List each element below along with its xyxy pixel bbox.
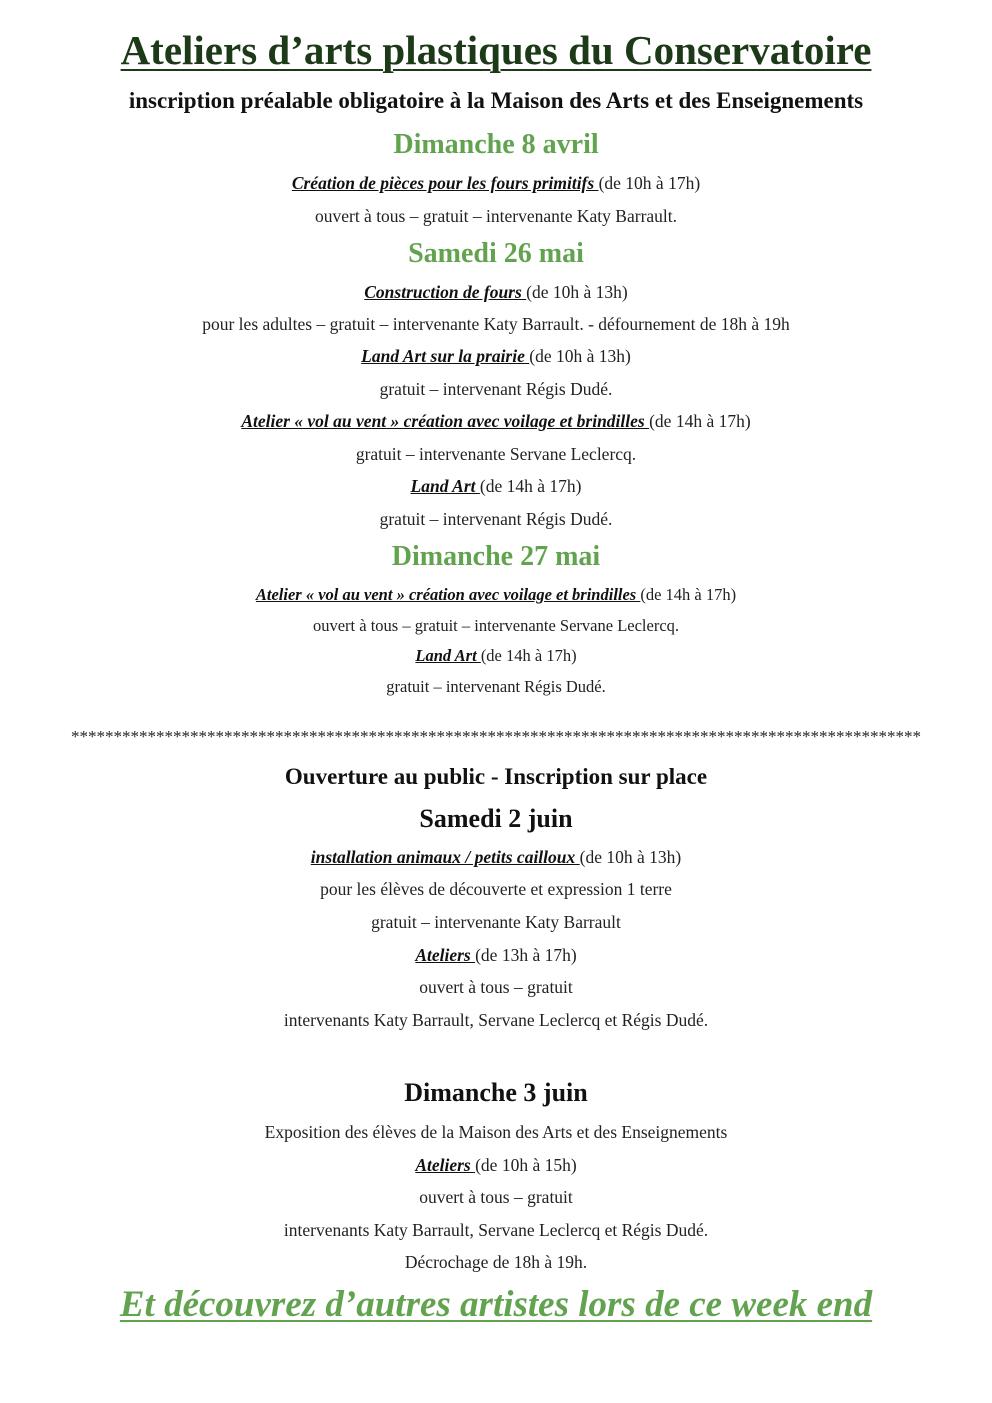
activity-info: intervenants Katy Barrault, Servane Leclercq et Régis Dudé. <box>283 1220 709 1240</box>
closing-tagline: Et découvrez d’autres artistes lors de ce week end <box>119 1284 873 1325</box>
activity-line <box>0 847 992 868</box>
activity-name: Land Art <box>410 476 480 496</box>
activity-name: Création de pièces pour les fours primitifs <box>291 173 599 193</box>
activity-line <box>0 282 992 303</box>
activity-info: gratuit – intervenant Régis Dudé. <box>386 677 606 696</box>
day-heading-26-mai: Samedi 26 mai <box>408 238 584 269</box>
activity-info: ouvert à tous – gratuit – intervenante Katy Barrault. <box>314 206 678 226</box>
activity-line <box>0 411 992 432</box>
activity-info: pour les élèves de découverte et expression 1 terre <box>320 879 672 899</box>
activity-time: (de 14h à 17h) <box>649 411 751 431</box>
day-heading-2-juin: Samedi 2 juin <box>419 804 573 833</box>
activity-time: (de 14h à 17h) <box>640 585 737 604</box>
activity-time: (de 13h à 17h) <box>475 945 577 965</box>
activity-name: Construction de fours <box>364 282 527 302</box>
activity-line <box>0 346 992 367</box>
activity-line <box>0 476 992 497</box>
activity-line <box>0 173 992 194</box>
day-heading-3-juin: Dimanche 3 juin <box>404 1078 588 1107</box>
activity-info: ouvert à tous – gratuit – intervenante Servane Leclercq. <box>312 616 680 635</box>
activity-time: (de 10h à 15h) <box>475 1155 577 1175</box>
activity-name: Atelier « vol au vent » création avec voilage et brindilles <box>241 411 650 431</box>
activity-name: Ateliers <box>415 1155 476 1175</box>
activity-time: (de 10h à 13h) <box>526 282 628 302</box>
activity-time: (de 14h à 17h) <box>479 476 582 496</box>
exhibition-intro: Exposition des élèves de la Maison des Arts et des Enseignements <box>264 1122 728 1142</box>
activity-name: installation animaux / petits cailloux <box>310 847 580 867</box>
activity-time: (de 14h à 17h) <box>480 646 577 665</box>
activity-line <box>0 1155 992 1176</box>
public-opening-heading: Ouverture au public - Inscription sur place <box>284 764 708 789</box>
registration-notice: inscription préalable obligatoire à la Maison des Arts et des Enseignements <box>128 88 864 113</box>
activity-time: (de 10h à 13h) <box>579 847 682 867</box>
activity-info: Décrochage de 18h à 19h. <box>404 1252 588 1272</box>
activity-time: (de 10h à 13h) <box>529 346 631 366</box>
activity-info: intervenants Katy Barrault, Servane Leclercq et Régis Dudé. <box>283 1010 709 1030</box>
activity-time: (de 10h à 17h) <box>598 173 701 193</box>
activity-info: ouvert à tous – gratuit <box>419 1187 573 1207</box>
activity-name: Atelier « vol au vent » création avec voilage et brindilles <box>255 585 641 604</box>
activity-line <box>0 646 992 666</box>
activity-info: gratuit – intervenante Katy Barrault <box>371 912 621 932</box>
activity-info: gratuit – intervenant Régis Dudé. <box>379 379 613 399</box>
activity-name: Land Art <box>415 646 481 665</box>
activity-line <box>0 945 992 966</box>
activity-info: pour les adultes – gratuit – intervenante Katy Barrault. - défournement de 18h à 19h <box>202 314 790 334</box>
day-heading-8-avril: Dimanche 8 avril <box>393 129 599 160</box>
activity-line <box>0 585 992 605</box>
activity-info: gratuit – intervenante Servane Leclercq. <box>355 444 637 464</box>
separator-stars: **************************************************************************************************** <box>71 727 921 746</box>
activity-name: Land Art sur la prairie <box>361 346 530 366</box>
day-heading-27-mai: Dimanche 27 mai <box>391 541 601 572</box>
activity-name: Ateliers <box>415 945 476 965</box>
activity-info: ouvert à tous – gratuit <box>419 977 573 997</box>
page-title: Ateliers d’arts plastiques du Conservatoire <box>120 27 872 73</box>
activity-info: gratuit – intervenant Régis Dudé. <box>379 509 613 529</box>
